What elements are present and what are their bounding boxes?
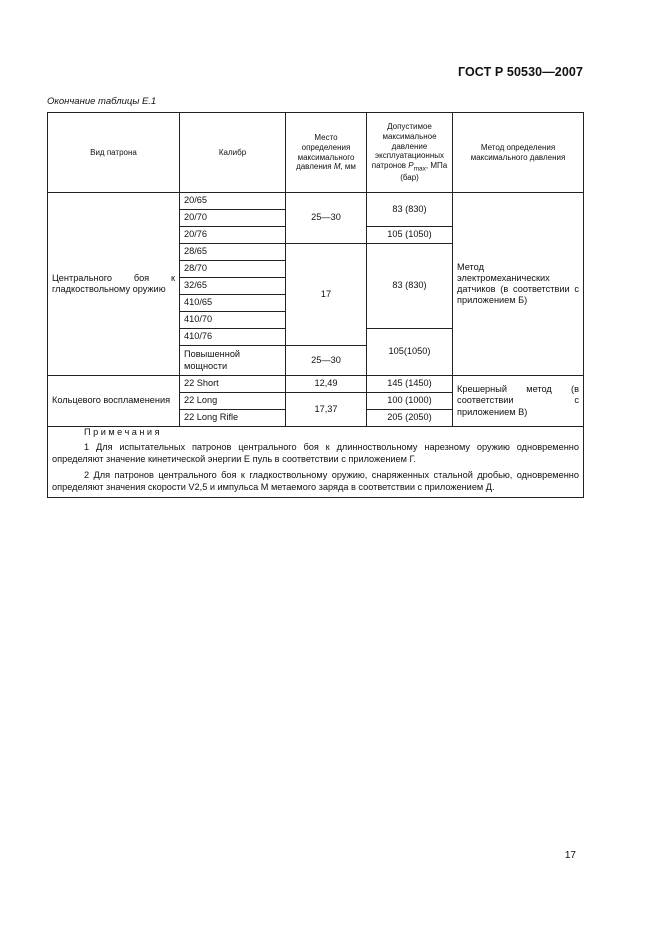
caliber-cell: 410/76 [180, 329, 286, 346]
page-number: 17 [564, 850, 576, 861]
caliber-cell: 32/65 [180, 278, 286, 295]
place-cell: 17 [286, 244, 367, 346]
caliber-cell: 410/65 [180, 295, 286, 312]
pressure-cell: 100 (1000) [367, 393, 453, 410]
caliber-cell: 22 Long [180, 393, 286, 410]
caliber-cell: 22 Long Rifle [180, 410, 286, 427]
caliber-cell: 20/76 [180, 227, 286, 244]
pressure-table [47, 112, 584, 498]
place-cell: 17,37 [286, 393, 367, 427]
caliber-cell: 20/70 [180, 210, 286, 227]
standard-code: ГОСТ Р 50530—2007 [457, 65, 583, 79]
table-caption: Окончание таблицы Е.1 [47, 96, 157, 107]
caliber-cell: 28/70 [180, 261, 286, 278]
caliber-cell: 28/65 [180, 244, 286, 261]
note-item: 1 Для испытательных патронов центрального боя к длинноствольному нарезному оружию одновременно определяют значение кинетической энергии Е пуль в соответствии с приложением Г. [52, 442, 579, 465]
method-crusher: Крешерный метод (в соответствии с приложением В) [453, 376, 584, 427]
caliber-cell: 20/65 [180, 193, 286, 210]
notes-row [48, 427, 584, 498]
table-row [48, 193, 584, 210]
pressure-cell: 145 (1450) [367, 376, 453, 393]
notes-cell [48, 427, 584, 498]
pressure-cell: 105(1050) [367, 329, 453, 376]
caliber-cell: 22 Short [180, 376, 286, 393]
header-place: Место определения максимального давления М, мм [286, 113, 367, 193]
header-caliber: Калибр [180, 113, 286, 193]
place-cell: 25—30 [286, 193, 367, 244]
cartridge-type-centerfire: Центрального боя к гладкоствольному оружию [48, 193, 180, 376]
header-pressure: Допустимое максимальное давление эксплуатационных патронов $P_{max}$, МПа (бар) [367, 113, 453, 193]
table-header-row [48, 113, 584, 193]
pressure-cell: 83 (830) [367, 244, 453, 329]
cartridge-type-rimfire: Кольцевого воспламенения [48, 376, 180, 427]
pressure-cell: 105 (1050) [367, 227, 453, 244]
place-cell: 12,49 [286, 376, 367, 393]
note-item: 2 Для патронов центрального боя к гладкоствольному оружию, снаряженных стальной дробью, одновременно определяют значения скорости V2,5 и импульса М метаемого заряда в соответствии с приложением Д. [52, 469, 579, 493]
notes-title: Примечания [84, 427, 163, 437]
header-type: Вид патрона [48, 113, 180, 193]
table-row [48, 376, 584, 393]
method-electromechanical: Метод электромеханических датчиков (в соответствии с приложением Б) [453, 193, 584, 376]
header-method: Метод определения максимального давления [453, 113, 584, 193]
pressure-cell: 83 (830) [367, 193, 453, 227]
pressure-cell: 205 (2050) [367, 410, 453, 427]
caliber-cell: 410/70 [180, 312, 286, 329]
place-cell: 25—30 [286, 346, 367, 376]
caliber-cell: Повышенной мощности [180, 346, 286, 376]
